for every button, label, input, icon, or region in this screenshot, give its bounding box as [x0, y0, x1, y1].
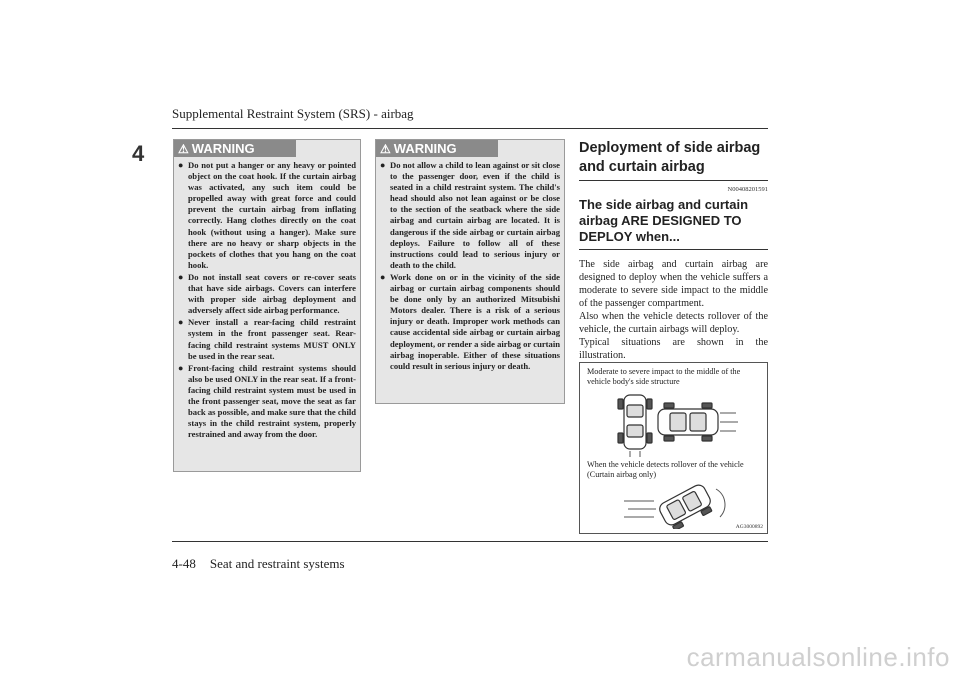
warning-triangle-icon: ⚠ — [380, 142, 391, 156]
warning-label-2: WARNING — [393, 141, 457, 156]
warning-item: ● Front-facing child restraint systems should also be used ONLY in the rear seat. If a front-facing child restraint system must be used in the front passenger seat, move the seat as far back as possible, and make sure that the child stays in the child restraint system, properly restrained and away from the door. — [178, 362, 356, 440]
warning-header-2 — [376, 140, 498, 157]
rollover-illustration — [620, 481, 730, 529]
page-footer — [172, 556, 345, 572]
section-code: N00408201591 — [727, 186, 768, 193]
warning-triangle-icon: ⚠ — [178, 142, 189, 156]
bullet-icon: ● — [380, 271, 386, 282]
section-title: Deployment of side airbag and curtain airbag — [579, 140, 761, 175]
bullet-icon: ● — [178, 317, 184, 328]
warning-label-1: WARNING — [191, 141, 255, 156]
warning-box-2 — [375, 139, 565, 404]
warning-item: ● Do not install seat covers or re-cover seats that have side airbags. Covers can interfere with proper side airbag deployment and adversely affect side airbag performance. — [178, 271, 356, 316]
warning-list-2 — [376, 157, 564, 372]
warning-item: ● Do not put a hanger or any heavy or pointed object on the coat hook. If the curtain airbag was activated, any such item could be propelled away with great force and could prevent the curtain airbag from inflating correctly. Hang clothes directly on the coat hook (without using a hanger). Make sure there are no heavy or sharp objects in the pockets of clothes that you hang on the coat hook. — [178, 160, 356, 270]
footer-section: Seat and restraint systems — [209, 556, 345, 571]
bullet-icon: ● — [178, 362, 184, 373]
side-impact-illustration — [610, 391, 740, 459]
watermark: carmanualsonline.info — [686, 642, 950, 672]
illustration-label-rollover: When the vehicle detects rollover of the vehicle (Curtain airbag only) — [587, 460, 744, 480]
illustration-label-side-impact: Moderate to severe impact to the middle of the vehicle body's side structure — [587, 367, 741, 387]
page-number: 4-48 — [172, 556, 196, 571]
bullet-icon: ● — [178, 160, 184, 170]
subsection-rule — [579, 249, 768, 250]
section-rule — [579, 180, 768, 181]
paragraph: Also when the vehicle detects rollover of the vehicle, the curtain airbags will deploy. — [579, 311, 768, 335]
bullet-icon: ● — [178, 271, 184, 282]
footer-rule — [172, 541, 768, 542]
paragraph: The side airbag and curtain airbag are designed to deploy when the vehicle suffers a moderate to severe side impact to the middle of the passenger compartment. — [579, 259, 768, 309]
bullet-icon: ● — [380, 160, 386, 170]
section-body — [579, 258, 768, 362]
header-rule — [172, 128, 768, 129]
paragraph: Typical situations are shown in the illustration. — [579, 337, 768, 361]
page-header: Supplemental Restraint System (SRS) - airbag — [172, 106, 414, 121]
warning-item: ● Never install a rear-facing child restraint system in the front passenger seat. Rear-facing child restraint systems MUST ONLY be used in the rear seat. — [178, 317, 356, 361]
illustration-box — [579, 362, 768, 534]
warning-item: ● Work done on or in the vicinity of the side airbag or curtain airbag components should be done only by an authorized Mitsubishi Motors dealer. There is a risk of a serious injury or death. Improper work methods can cause accidental side airbag or curtain airbag deployment, or render a side airbag or curtain airbag inoperable. Either of these situations could result in serious injury or death. — [380, 271, 560, 371]
warning-item: ● Do not allow a child to lean against or sit close to the passenger door, even if the child is seated in a child restraint system. The child's head should also not lean against or be close to the section of the seatback where the side airbag and curtain airbag are located. It is dangerous if the side airbag or curtain airbag deploys. Failure to follow all of these instructions could lead to serious injury or death to the child. — [380, 160, 560, 270]
warning-header-1 — [174, 140, 296, 157]
deployment-section — [579, 139, 768, 362]
warning-list-1 — [174, 157, 360, 440]
warning-box-1 — [173, 139, 361, 472]
chapter-number: 4 — [132, 141, 145, 166]
subsection-title: The side airbag and curtain airbag ARE DESIGNED TO DEPLOY when... — [579, 197, 749, 244]
illustration-code: AG3000892 — [735, 524, 763, 530]
